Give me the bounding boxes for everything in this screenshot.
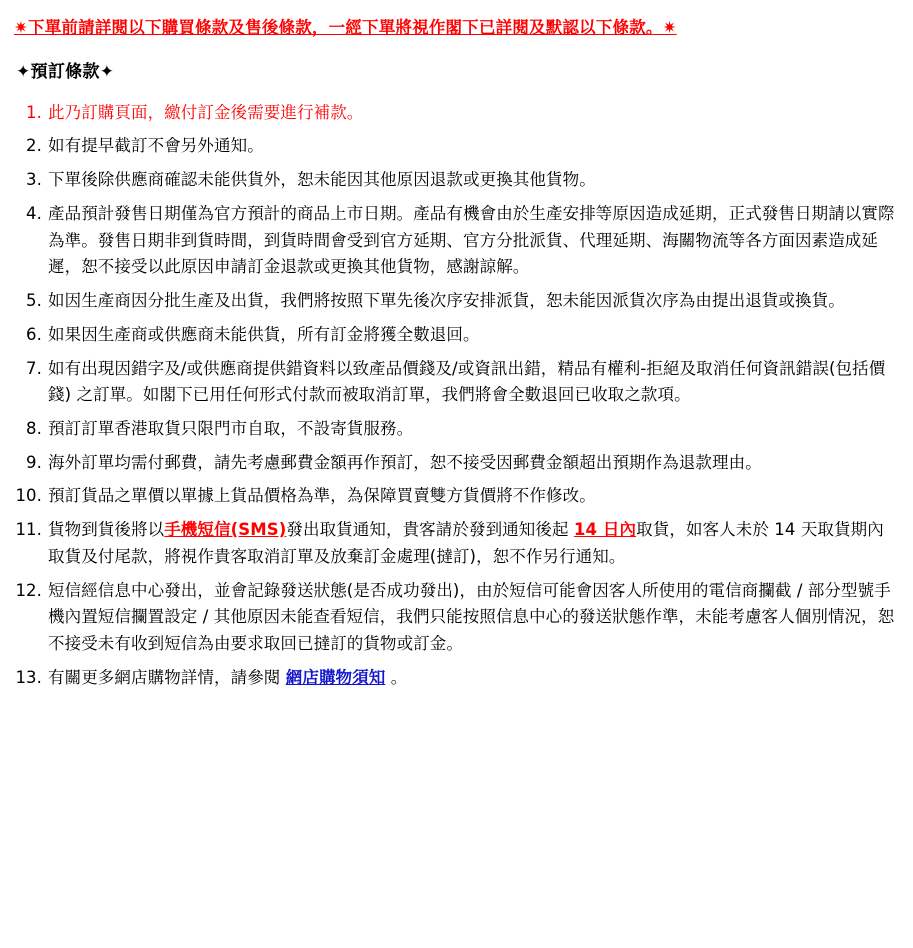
- term-number: 5.: [26, 291, 42, 311]
- term-item: [14, 356, 899, 409]
- term-text: 海外訂單均需付郵費，請先考慮郵費金額再作預訂，恕不接受因郵費金額超出預期作為退款理由。: [48, 452, 762, 472]
- term-item: [14, 201, 899, 281]
- term-number: 10.: [15, 486, 42, 506]
- term-text: 短信經信息中心發出，並會記錄發送狀態(是否成功發出)，由於短信可能會因客人所使用的電信商攔截 / 部分型號手機內置短信攔置設定 / 其他原因未能查看短信，我們只能按照信息中心的發送狀態作準，未能考慮客人個別情況，恕不接受未有收到短信為由要求取回已撻訂的貨物或訂金。: [48, 580, 895, 653]
- term-text: 如因生產商因分批生產及出貨，我們將按照下單先後次序安排派貨，恕未能因派貨次序為由提出退貨或換貨。: [48, 291, 845, 311]
- term-emphasis: 手機短信(SMS): [164, 520, 287, 540]
- term-number: 4.: [26, 203, 42, 223]
- term-emphasis: 14 日內: [573, 520, 637, 540]
- term-text: 下單後除供應商確認未能供貨外，恕未能因其他原因退款或更換其他貨物。: [48, 170, 596, 190]
- term-text: 預訂訂單香港取貨只限門市自取，不設寄貨服務。: [48, 418, 414, 438]
- term-text: 如有提早截訂不會另外通知。: [48, 136, 264, 156]
- term-text: 產品預計發售日期僅為官方預計的商品上市日期。產品有機會由於生產安排等原因造成延期，正式發售日期請以實際為準。發售日期非到貨時間，到貨時間會受到官方延期、官方分批派貨、代理延期、海關物流等各方面因素造成延遲，恕不接受以此原因申請訂金退款或更換其他貨物，感謝諒解。: [48, 203, 895, 277]
- term-number: 9.: [26, 452, 42, 472]
- term-item: [14, 133, 899, 160]
- term-number: 8.: [26, 418, 42, 438]
- term-item: [14, 416, 899, 443]
- term-text: 如果因生產商或供應商未能供貨，所有訂金將獲全數退回。: [48, 324, 480, 344]
- term-item: [14, 517, 899, 570]
- term-item: [14, 665, 899, 692]
- term-number: 2.: [26, 136, 42, 156]
- term-item: [14, 578, 899, 658]
- section-title: ✦預訂條款✦: [16, 61, 115, 82]
- term-text: 發出取貨通知，貴客請於發到通知後起: [286, 520, 574, 540]
- term-number: 11.: [15, 520, 42, 540]
- term-text: 此乃訂購頁面，繳付訂金後需要進行補款。: [48, 102, 364, 122]
- term-text: 如有出現因錯字及/或供應商提供錯資料以致產品價錢及/或資訊出錯，精品有權利-拒絕及取消任何資訊錯誤(包括價錢) 之訂單。如閣下已用任何形式付款而被取消訂單，我們將會全數退回已收取之款項。: [48, 358, 886, 405]
- term-item: [14, 288, 899, 315]
- term-text: 預訂貨品之單價以單據上貨品價格為準，為保障買賣雙方貨價將不作修改。: [48, 486, 596, 506]
- terms-list: [14, 100, 899, 692]
- term-number: 1.: [26, 102, 42, 122]
- term-item: [14, 167, 899, 194]
- term-item: [14, 483, 899, 510]
- term-text: 有關更多網店購物詳情，請參閱: [48, 667, 286, 687]
- top-notice: ✷下單前請詳閱以下購買條款及售後條款，一經下單將視作閣下已詳閱及默認以下條款。✷: [14, 18, 677, 37]
- term-item: [14, 450, 899, 477]
- term-number: 6.: [26, 324, 42, 344]
- term-text: 貨物到貨後將以: [48, 520, 165, 540]
- shopping-guide-link[interactable]: 網店購物須知: [285, 667, 386, 687]
- term-item: [14, 322, 899, 349]
- term-number: 13.: [15, 667, 42, 687]
- term-number: 3.: [26, 170, 42, 190]
- term-number: 7.: [26, 358, 42, 378]
- term-text: 。: [385, 667, 408, 687]
- term-text: 取貨，如客人未於 14 天取貨期內取貨及付尾款，將視作貴客取消訂單及放棄訂金處理(撻訂)，恕不作另行通知。: [48, 520, 884, 566]
- term-number: 12.: [15, 580, 42, 600]
- term-item: [14, 100, 899, 127]
